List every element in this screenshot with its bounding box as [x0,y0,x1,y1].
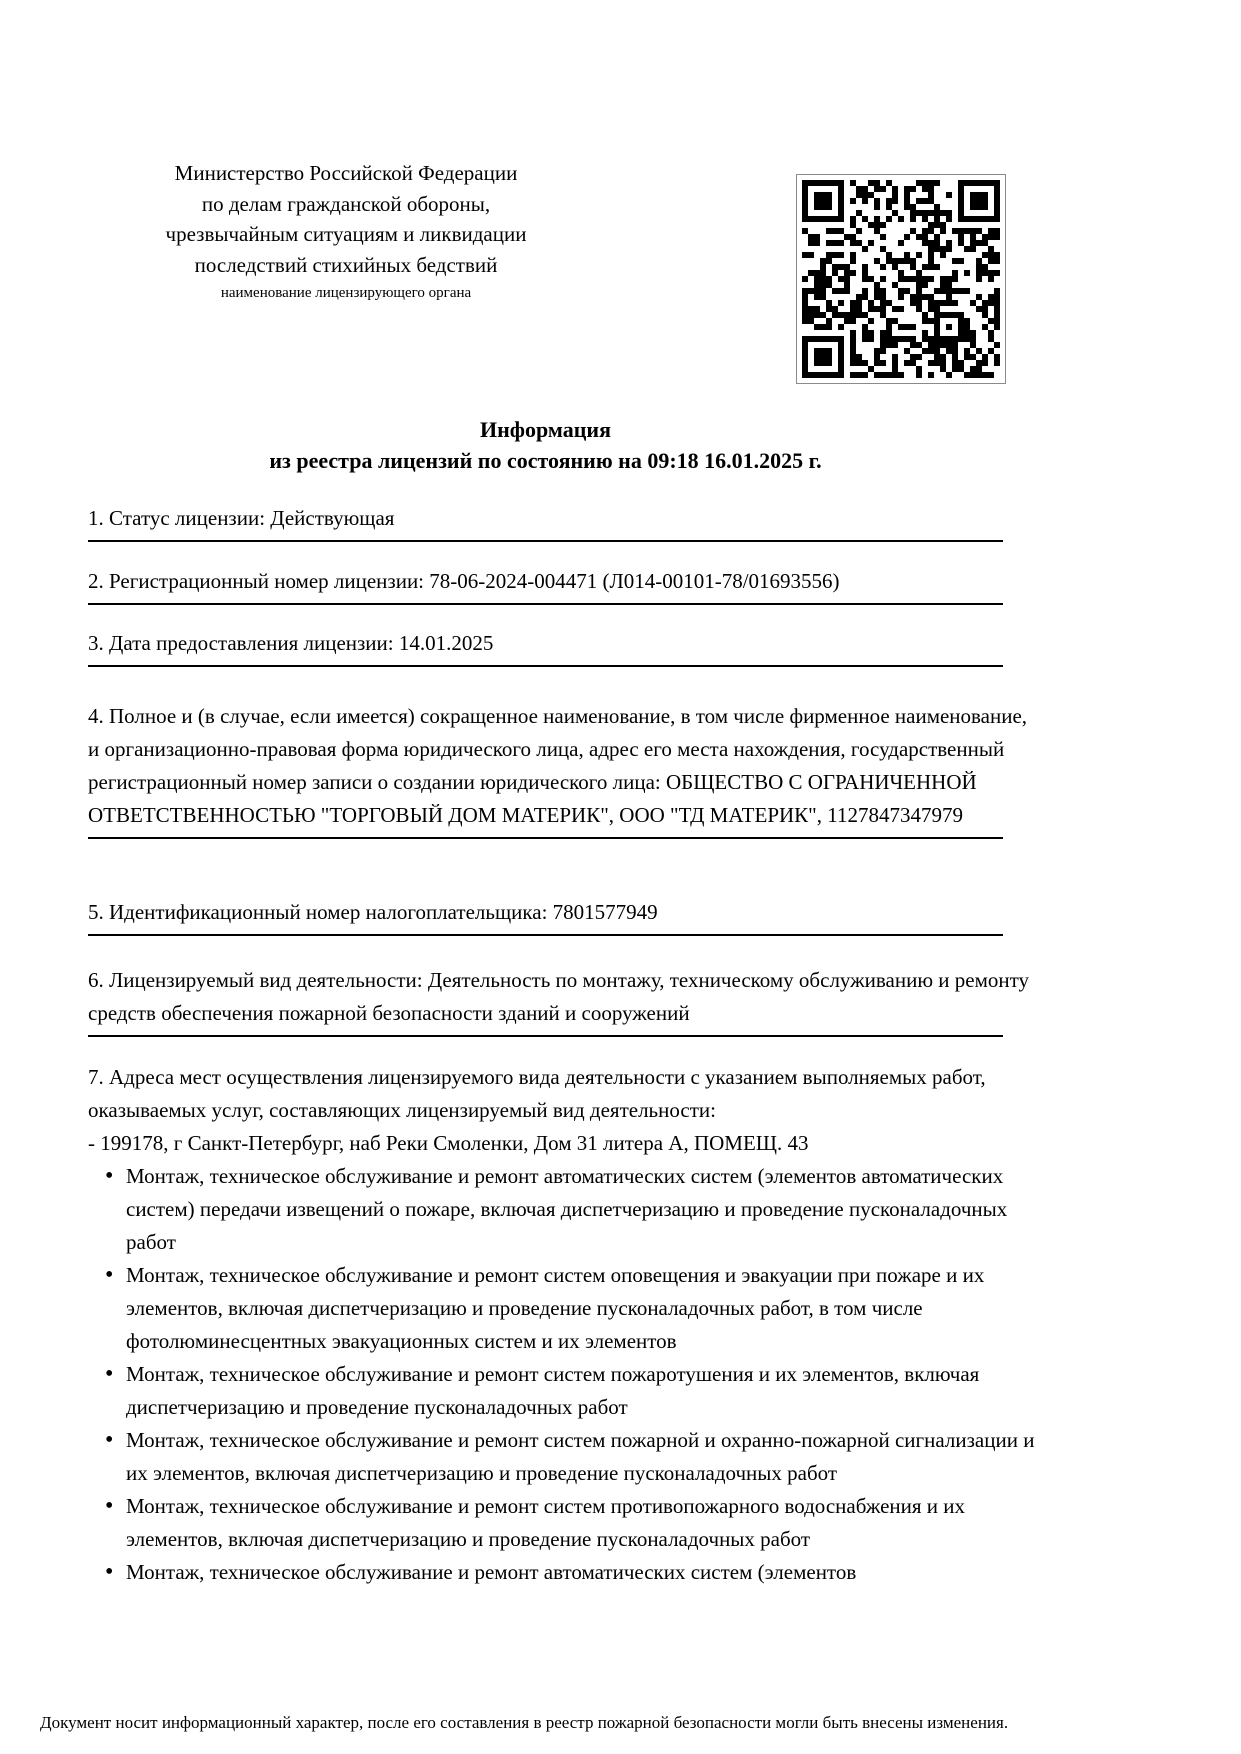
ministry-name-line: последствий стихийных бедствий [194,252,498,277]
field-legal-entity-name [88,700,1038,839]
document-title: Информация [479,417,611,442]
field-text: 4. Полное и (в случае, если имеется) сокращенное наименование, в том числе фирменное наименование, и организационно-правовая форма юридического лица, адрес его места нахождения, государственный регистрационный номер записи о создании юридического лица: ОБЩЕСТВО С ОГРАНИЧЕННОЙ ОТВЕТСТВЕННОСТЬЮ "ТОРГОВЫЙ ДОМ МАТЕРИК", ООО "ТД МАТЕРИК", 1127847347979 [88,704,1028,827]
work-item: • Монтаж, техническое обслуживание и ремонт автоматических систем (элементов автоматических систем) передачи извещений о пожаре, включая диспетчеризацию и проведение пусконаладочных работ [126,1160,1038,1259]
field-text: 6. Лицензируемый вид деятельности: Деятельность по монтажу, техническому обслуживанию и ремонту средств обеспечения пожарной безопасности зданий и сооружений [88,968,1030,1025]
qr-code-pattern [802,180,1000,378]
field-underline [88,837,1003,839]
ministry-name-line: Министерство Российской Федерации [174,161,518,185]
address-line: - 199178, г Санкт-Петербург, наб Реки Смоленки, Дом 31 литера А, ПОМЕЩ. 43 [88,1131,809,1155]
licensing-authority-block [90,158,602,302]
field-text: 7. Адреса мест осуществления лицензируемого вида деятельности с указанием выполняемых работ, оказываемых услуг, составляющих лицензируемый вид деятельности: [88,1065,986,1122]
qr-code [796,174,1006,384]
field-underline [88,1035,1003,1037]
works-list [88,1160,1038,1589]
footer-disclaimer: Документ носит информационный характер, после его составления в реестр пожарной безопасности могли быть внесены изменения. [40,1713,1009,1732]
licensing-authority-caption: наименование лицензирующего органа [220,285,472,301]
field-underline [88,934,1003,936]
field-licensed-activity [88,964,1038,1037]
work-item: • Монтаж, техническое обслуживание и ремонт систем пожарной и охранно-пожарной сигнализации и их элементов, включая диспетчеризацию и проведение пусконаладочных работ [126,1424,1038,1490]
field-activity-addresses [88,1061,1038,1589]
field-text: 2. Регистрационный номер лицензии: 78-06-2024-004471 (Л014-00101-78/01693556) [88,569,840,593]
field-underline [88,665,1003,667]
document-title-block [88,414,1003,476]
field-text: 3. Дата предоставления лицензии: 14.01.2025 [88,631,494,655]
ministry-name-line: чрезвычайным ситуациям и ликвидации [165,222,527,246]
document-subtitle: из реестра лицензий по состоянию на 09:18 16.01.2025 г. [269,448,822,473]
work-item: • Монтаж, техническое обслуживание и ремонт систем пожаротушения и их элементов, включая диспетчеризацию и проведение пусконаладочных работ [126,1358,1038,1424]
work-item: • Монтаж, техническое обслуживание и ремонт автоматических систем (элементов [126,1556,1038,1589]
field-underline [88,603,1003,605]
work-item: • Монтаж, техническое обслуживание и ремонт систем противопожарного водоснабжения и их элементов, включая диспетчеризацию и проведение пусконаладочных работ [126,1490,1038,1556]
field-text: 5. Идентификационный номер налогоплательщика: 7801577949 [88,900,658,924]
field-taxpayer-inn [88,896,1038,936]
field-registration-number [88,565,1038,605]
field-underline [88,540,1003,542]
work-item: • Монтаж, техническое обслуживание и ремонт систем оповещения и эвакуации при пожаре и их элементов, включая диспетчеризацию и проведение пусконаладочных работ, в том числе фотолюминесцентных эвакуационных систем и их элементов [126,1259,1038,1358]
field-grant-date [88,627,1038,667]
ministry-name-line: по делам гражданской обороны, [201,191,491,216]
field-text: 1. Статус лицензии: Действующая [88,506,395,530]
field-license-status [88,502,1038,542]
